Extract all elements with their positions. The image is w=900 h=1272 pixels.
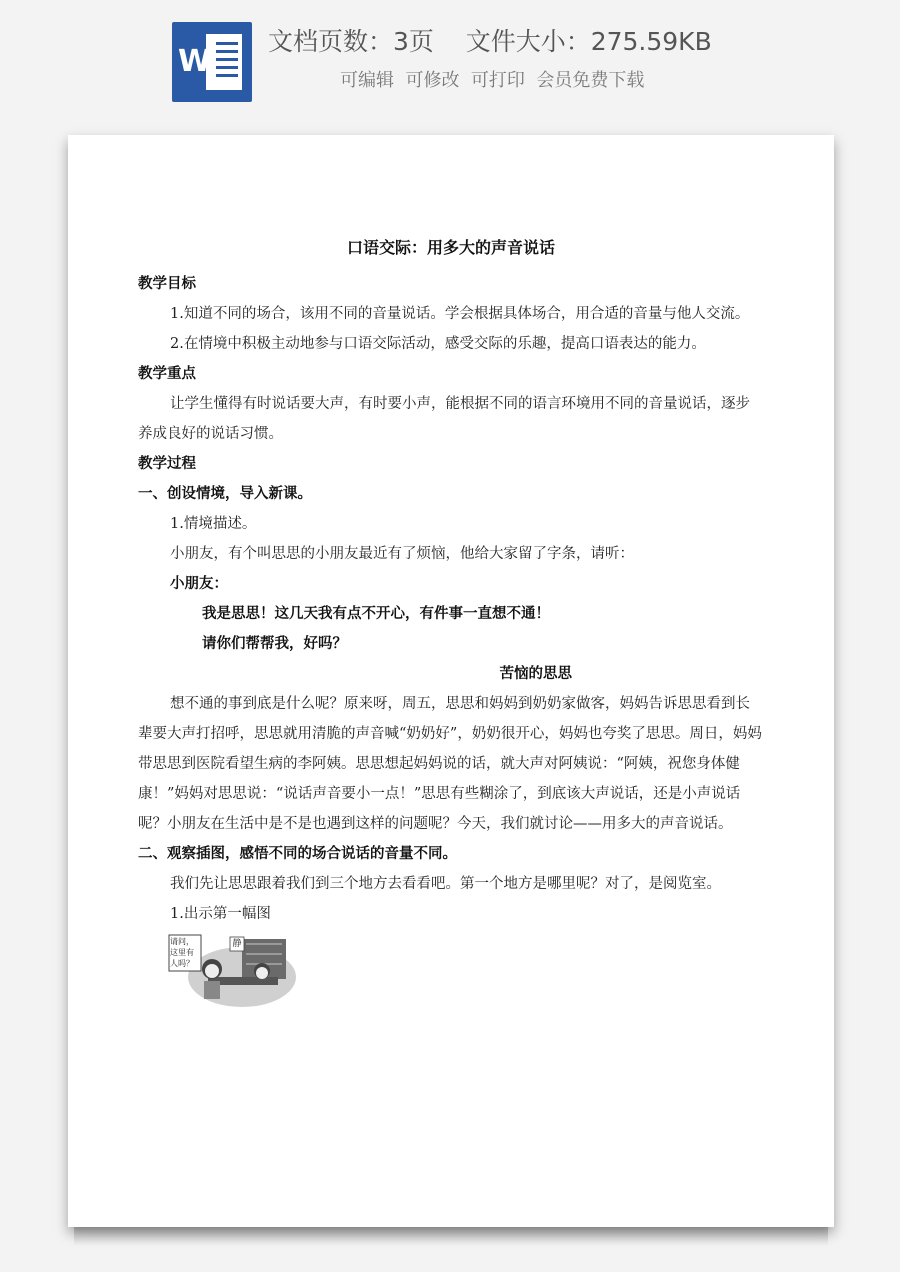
- part2-item: 1.出示第一幅图: [170, 906, 271, 922]
- letter-line-1: 我是思思！这几天我有点不开心，有件事一直想不通！: [202, 605, 550, 622]
- part1-heading: 一、创设情境，导入新课。: [138, 485, 312, 502]
- section-heading-process: 教学过程: [138, 455, 196, 472]
- part2-text: 我们先让思思跟着我们到三个地方去看看吧。第一个地方是哪里呢？对了，是阅览室。: [170, 876, 721, 892]
- letter-signature: 苦恼的思思: [499, 665, 572, 682]
- letter-salutation: 小朋友：: [170, 575, 228, 592]
- word-icon-letter: W: [178, 44, 212, 79]
- file-meta-subtitle: 可编辑 可修改 可打印 会员免费下载: [340, 70, 645, 91]
- reading-room-illustration: [168, 933, 298, 1009]
- story-paragraph: 想不通的事到底是什么呢？原来呀，周五，思思和妈妈到奶奶家做客，妈妈告诉思思看到长辈要大声打招呼，思思就用清脆的声音喊“奶奶好”，奶奶很开心，妈妈也夸奖了思思。周日，妈妈带思思到医院看望生病的李阿姨。思思想起妈妈说的话，就大声对阿姨说：“阿姨，祝您身体健康！”妈妈对思思说：“说话声音要小一点！”思思有些糊涂了，到底该大声说话，还是小声说话呢？小朋友在生活中是不是也遇到这样的问题呢？今天，我们就讨论——用多大的声音说话。: [138, 696, 762, 832]
- document-page: [68, 135, 834, 1227]
- quiet-sign-text: 静: [232, 939, 242, 949]
- part2-heading: 二、观察插图，感悟不同的场合说话的音量不同。: [138, 845, 457, 862]
- part1-intro: 小朋友，有个叫思思的小朋友最近有了烦恼，他给大家留了字条，请听：: [170, 546, 634, 562]
- part1-item: 1.情境描述。: [170, 516, 257, 532]
- goal-1: 1.知道不同的场合，该用不同的音量说话。学会根据具体场合，用合适的音量与他人交流。: [170, 306, 750, 322]
- word-icon: [172, 22, 252, 102]
- doc-title: 口语交际：用多大的声音说话: [346, 238, 555, 257]
- focus-text: 让学生懂得有时说话要大声，有时要小声，能根据不同的语言环境用不同的音量说话，逐步养成良好的说话习惯。: [138, 396, 750, 442]
- file-meta-title: 文档页数：3页 文件大小：275.59KB: [268, 27, 712, 56]
- document-content: [138, 235, 764, 1013]
- section-heading-focus: 教学重点: [138, 365, 196, 382]
- document-header: [0, 0, 900, 110]
- page-shadow: [74, 1226, 828, 1246]
- speech-bubble-text: 请问，这里有人吗？: [170, 937, 194, 968]
- section-heading-goals: 教学目标: [138, 275, 196, 292]
- letter-line-2: 请你们帮帮我，好吗？: [202, 635, 347, 652]
- goal-2: 2.在情境中积极主动地参与口语交际活动，感受交际的乐趣，提高口语表达的能力。: [170, 336, 706, 352]
- word-doc-sheet: [206, 34, 242, 90]
